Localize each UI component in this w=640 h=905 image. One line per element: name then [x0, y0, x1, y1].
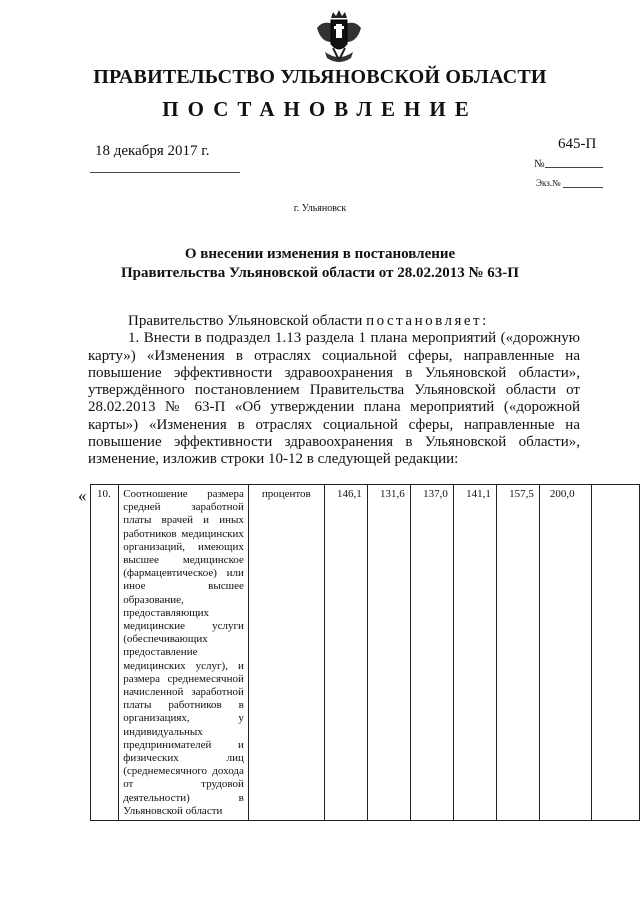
paragraph-1: 1. Внести в подраздел 1.13 раздела 1 плана мероприятий («дорожную карту») «Изменения в отраслях социальной сферы, направленные на повышение эффективности здравоохранения в Ульяновской области», утверждённого постановлением Правительства Ульяновской области от 28.02.2013 № 63-П «Об утверждении плана мероприятий («дорожной карты») «Изменения в отраслях социальной сферы, направленные на повышение эффективности здравоохранения в Ульяновской области», изменение, изложив строки 10-12 в следующей редакции: [88, 330, 580, 468]
copy-number-label: Экз.№ [536, 178, 561, 188]
coat-of-arms-emblem [313, 8, 365, 66]
value-cell-5: 157,5 [496, 485, 539, 821]
number-underline [545, 167, 603, 168]
row-unit: процентов [248, 485, 324, 821]
row-description: Соотношение размера средней заработной платы врачей и иных работников медицинских организаций, имеющих высшее медицинское (фармацевтическое) или иное высшее образование, предоставляющих медицинские услуги (обеспечивающих предоставление медицинских услуг), и размера среднемесячной начисленной заработной платы работников в организациях, у индивидуальных предпринимателей и физических лиц (среднемесячного дохода от трудовой деятельности) в Ульяновской области [119, 485, 249, 821]
intro-line [88, 313, 580, 330]
table-row [91, 485, 640, 821]
opening-quote-mark: « [78, 486, 87, 505]
empty-cell [592, 485, 640, 821]
value-cell-1: 146,1 [324, 485, 367, 821]
value-cell-4: 141,1 [453, 485, 496, 821]
intro-prefix: Правительство Ульяновской области [128, 313, 367, 329]
value-cell-3: 137,0 [410, 485, 453, 821]
document-subject [0, 245, 640, 283]
subject-line-2: Правительства Ульяновской области от 28.02.2013 № 63-П [121, 265, 519, 281]
document-type-title: ПОСТАНОВЛЕНИЕ [162, 97, 478, 121]
government-title: ПРАВИТЕЛЬСТВО УЛЬЯНОВСКОЙ ОБЛАСТИ [93, 66, 547, 88]
document-number: 645-П [558, 136, 597, 152]
value-cell-2: 131,6 [367, 485, 410, 821]
copy-number-underline [563, 187, 603, 188]
intro-verb: постановляет: [366, 313, 489, 329]
city-name: г. Ульяновск [293, 203, 347, 214]
document-number-label: № [534, 158, 545, 170]
indicators-table [90, 484, 640, 821]
document-date: 18 декабря 2017 г. [95, 143, 210, 159]
subject-line-1: О внесении изменения в постановление [184, 246, 456, 262]
row-number: 10. [91, 485, 119, 821]
date-underline [90, 172, 240, 173]
document-body [88, 313, 580, 469]
value-cell-6: 200,0 [539, 485, 591, 821]
